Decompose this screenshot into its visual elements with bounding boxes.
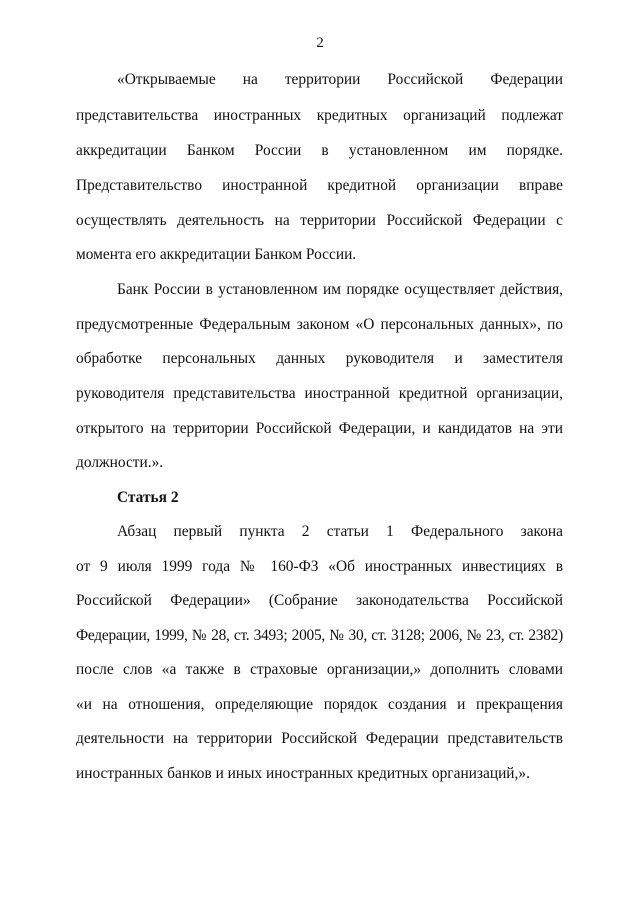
paragraph-3-line-8: иностранных банков и иных иностранных кредитных организаций,». xyxy=(76,765,530,782)
paragraph-1-line-5: осуществлять деятельность на территории Российской Федерации с xyxy=(76,212,563,229)
paragraph-2-line-5: открытого на территории Российской Федерации, и кандидатов на эти xyxy=(76,420,563,437)
paragraph-3-line-7: деятельности на территории Российской Федерации представительств xyxy=(76,730,563,747)
page-number: 2 xyxy=(316,35,324,51)
paragraph-3-line-3: Российской Федерации» (Собрание законодательства Российской xyxy=(76,592,563,609)
paragraph-3-line-5: после слов «а также в страховые организации,» дополнить словами xyxy=(76,661,563,678)
paragraph-2-line-4: руководителя представительства иностранной кредитной организации, xyxy=(76,385,563,402)
paragraph-1-line-1: «Открываемые на территории Российской Федерации xyxy=(117,71,563,88)
paragraph-3-line-4: Федерации, 1999, № 28, ст. 3493; 2005, № 30, ст. 3128; 2006, № 23, ст. 2382) xyxy=(76,627,563,644)
paragraph-2-line-6: должности.». xyxy=(76,454,164,471)
paragraph-1-line-6: момента его аккредитации Банком России. xyxy=(76,246,357,263)
paragraph-3-line-2: от 9 июля 1999 года № 160-ФЗ «Об иностранных инвестициях в xyxy=(76,558,563,575)
paragraph-1-line-2: представительства иностранных кредитных организаций подлежат xyxy=(76,107,563,124)
paragraph-2-line-1: Банк России в установленном им порядке осуществляет действия, xyxy=(117,281,563,298)
paragraph-1-line-3: аккредитации Банком России в установленном им порядке. xyxy=(76,142,563,159)
paragraph-2-line-3: обработке персональных данных руководителя и заместителя xyxy=(76,350,563,367)
paragraph-3-line-6: «и на отношения, определяющие порядок создания и прекращения xyxy=(76,696,563,713)
article-heading: Статья 2 xyxy=(117,489,179,506)
paragraph-2-line-2: предусмотренные Федеральным законом «О персональных данных», по xyxy=(76,316,563,333)
paragraph-1-line-4: Представительство иностранной кредитной организации вправе xyxy=(76,177,563,194)
paragraph-3-line-1: Абзац первый пункта 2 статьи 1 Федерального закона xyxy=(117,523,563,540)
